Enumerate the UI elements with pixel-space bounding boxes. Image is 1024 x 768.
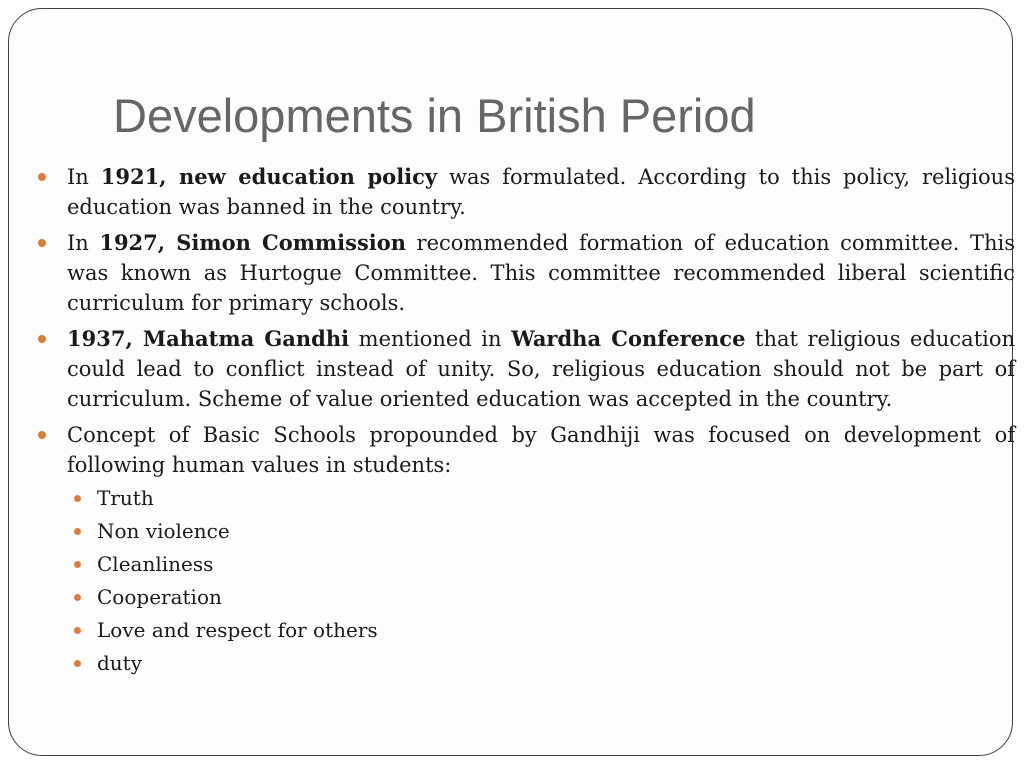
sub-bullet-text: duty bbox=[97, 651, 143, 675]
sub-bullet-list bbox=[67, 482, 1015, 680]
bullet-bold-text: 1937, Mahatma Gandhi bbox=[67, 326, 350, 351]
bullet-text: In bbox=[67, 165, 101, 189]
bullet-bold-text: 1921, new education policy bbox=[100, 164, 438, 189]
bullet-dot-icon bbox=[38, 173, 46, 181]
bullet-text: that religious education could lead to conflict instead of unity. So, religious education should not be part of curriculum. Scheme of value oriented education was accepted in the country. bbox=[67, 327, 1016, 411]
bullet-bold-text: 1927, Simon Commission bbox=[99, 230, 407, 255]
sub-bullet-item bbox=[67, 482, 1015, 515]
bullet-item bbox=[35, 420, 1015, 680]
sub-bullet-item bbox=[67, 548, 1015, 581]
sub-bullet-text: Cleanliness bbox=[97, 552, 214, 576]
bullet-item bbox=[35, 324, 1015, 414]
bullet-text: In bbox=[67, 231, 100, 255]
sub-bullet-dot-icon bbox=[74, 627, 81, 634]
bullet-item bbox=[35, 162, 1015, 222]
bullet-text: was formulated. According to this policy, religious education was banned in the country. bbox=[67, 165, 1015, 219]
sub-bullet-item bbox=[67, 515, 1015, 548]
slide-body bbox=[35, 162, 1015, 686]
sub-bullet-dot-icon bbox=[74, 561, 81, 568]
sub-bullet-dot-icon bbox=[74, 660, 81, 667]
bullet-bold-text: Wardha Conference bbox=[511, 326, 746, 351]
bullet-dot-icon bbox=[38, 335, 46, 343]
bullet-text: recommended formation of education committee. This was known as Hurtogue Committee. This committee recommended liberal scientific curriculum for primary schools. bbox=[67, 231, 1015, 315]
sub-bullet-dot-icon bbox=[74, 495, 81, 502]
sub-bullet-text: Love and respect for others bbox=[97, 618, 378, 642]
sub-bullet-dot-icon bbox=[74, 594, 81, 601]
slide-title: Developments in British Period bbox=[113, 89, 756, 142]
bullet-text: Concept of Basic Schools propounded by Gandhiji was focused on development of following human values in students: bbox=[67, 423, 1015, 477]
bullet-dot-icon bbox=[38, 239, 46, 247]
bullet-list bbox=[35, 162, 1015, 680]
sub-bullet-text: Cooperation bbox=[97, 585, 222, 609]
bullet-item bbox=[35, 228, 1015, 318]
sub-bullet-item bbox=[67, 614, 1015, 647]
sub-bullet-dot-icon bbox=[74, 528, 81, 535]
bullet-dot-icon bbox=[38, 431, 46, 439]
bullet-text: mentioned in bbox=[349, 327, 512, 351]
sub-bullet-item bbox=[67, 581, 1015, 614]
sub-bullet-item bbox=[67, 647, 1015, 680]
sub-bullet-text: Non violence bbox=[97, 519, 230, 543]
sub-bullet-text: Truth bbox=[97, 486, 154, 510]
